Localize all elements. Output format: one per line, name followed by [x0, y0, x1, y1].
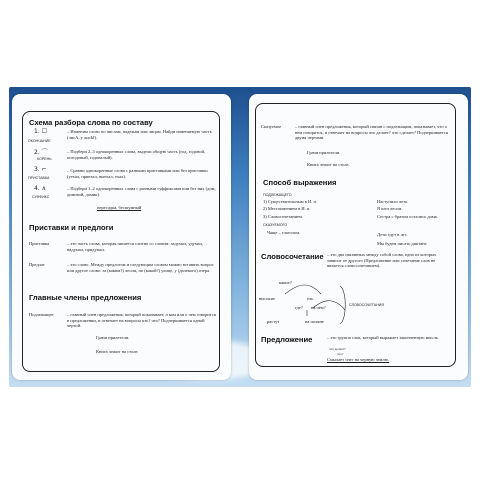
section-title-sentence: Предложение [261, 335, 313, 344]
section-title-phrase: Словосочетание [261, 252, 324, 261]
root-icon: 2. ⌒ [34, 149, 48, 156]
predicate-way-example-2: Мы будем писать диктант. [377, 241, 428, 246]
subject-way-3: 3) Словосочетанием. [263, 214, 304, 219]
suffix-icon: 4. ∧ [34, 185, 47, 192]
predicate-way: Чаще – глаголом. [267, 230, 301, 235]
predicate-term: Сказуемое [261, 124, 282, 129]
subject-definition: – главный член предложения, который показывает, о ком или о чем говорится в предложении, и отвечает на вопросы кто? что? Подчеркивается одной чертой. [67, 312, 216, 329]
suffix-label: СУФФИКС [32, 195, 50, 199]
predicate-heading: СКАЗУЕМОГО [263, 223, 288, 227]
predicate-definition: – главный член предложения, который связан с подлежащим, показывает, что о нем говорится, и отвечает на вопросы что делает? что сделает? Подчеркивается двумя чертами. [295, 124, 448, 141]
predicate-way-example-1: Дети едут в лес. [377, 232, 408, 237]
sentence-question-2: что? [337, 352, 344, 356]
word-vysokie: высокие [259, 296, 275, 301]
root-label: КОРЕНЬ [37, 157, 52, 161]
preposition-term: Предлог [29, 262, 46, 267]
section-title-expression: Способ выражения [263, 178, 337, 187]
sentence-definition: – это группа слов, который выражает законченную мысль. [327, 335, 439, 340]
word-rastut: растут [267, 319, 280, 324]
prefix-icon: 3. ⌐ [34, 166, 47, 173]
section-title-morpheme: Схема разбора слова по составу [29, 118, 153, 127]
subject-way-1-example: Наступило лето. [377, 199, 409, 204]
predicate-example-2: Книга лежит на столе. [307, 162, 350, 167]
subject-example-2: Книга лежит на столе. [96, 349, 139, 354]
sentence-example: Смылает снег на черную землю. [327, 357, 390, 362]
root-text: – Подбери 2–3 однокоренных слова, выдели общую часть (год, годовой, погодовый, годовалый). [67, 149, 205, 160]
prefix-definition: – это часть слова, которая пишется слитно со словом: задумал, удумал, надумал, придумал. [67, 241, 204, 252]
sentence-question-1: что делает? [329, 347, 346, 351]
subject-term: Подлежащее [29, 312, 54, 317]
ending-icon: 1. ☐ [34, 128, 48, 135]
predicate-example-1: Грачи прилетели. [307, 150, 341, 155]
section-title-prefixes: Приставки и предлоги [29, 223, 114, 232]
left-page [12, 94, 231, 380]
suffix-text: – Подбери 1–2 однокоренных слова с разными суффиксами или без них (дом, домовой, домик). [67, 186, 216, 197]
subject-way-1: 1) Существительным в И. п. [263, 199, 318, 204]
ending-label: ОКОНЧАНИЕ [28, 139, 51, 143]
preposition-definition: – это слово. Между предлогом и следующим словом можно вставить вопрос или другое слово: за (каким?) лесом, по (какой?) улице, у (далекого) озера. [67, 262, 214, 273]
prefix-term: Приставка [29, 241, 50, 246]
question-kakie: какие? [279, 280, 292, 285]
ending-text: – Изменим слово по числам, падежам или лицам. Найди изменяемую часть (лисА, у лисЫ). [67, 129, 212, 140]
subject-way-3-example: Сестра с братом остались дома. [377, 214, 438, 219]
word-na-poliane: на поляне [305, 319, 324, 324]
right-page [249, 94, 468, 380]
subject-example-1: Грачи прилетели. [96, 335, 130, 340]
question-na-chem: на чём? [311, 305, 326, 310]
question-gde: где? [295, 305, 303, 310]
subject-heading: ПОДЛЕЖАЩЕГО [263, 193, 292, 197]
phrase-definition: – это два связанных между собой слова, одно из которых зависит от другого (Предложение или сочетание слов не является словосочетанием). [327, 252, 437, 269]
phrase-diagram-label: СЛОВОСОЧЕТАНИЯ [349, 303, 384, 307]
prefix-text: – Сравни однокоренные слова с разными приставками или без приставки (уехал, приехал, выехал, ехал). [67, 168, 208, 179]
section-title-main-members: Главные члены предложения [29, 293, 142, 302]
prefix-label: ПРИСТАВКА [28, 176, 50, 180]
word-el: ель [307, 296, 314, 301]
morpheme-example: пересадка, бесшумный [97, 205, 142, 210]
subject-way-2-example: Я шел лесом. [377, 206, 403, 211]
subject-way-2: 2) Местоимением в И. п. [263, 206, 311, 211]
